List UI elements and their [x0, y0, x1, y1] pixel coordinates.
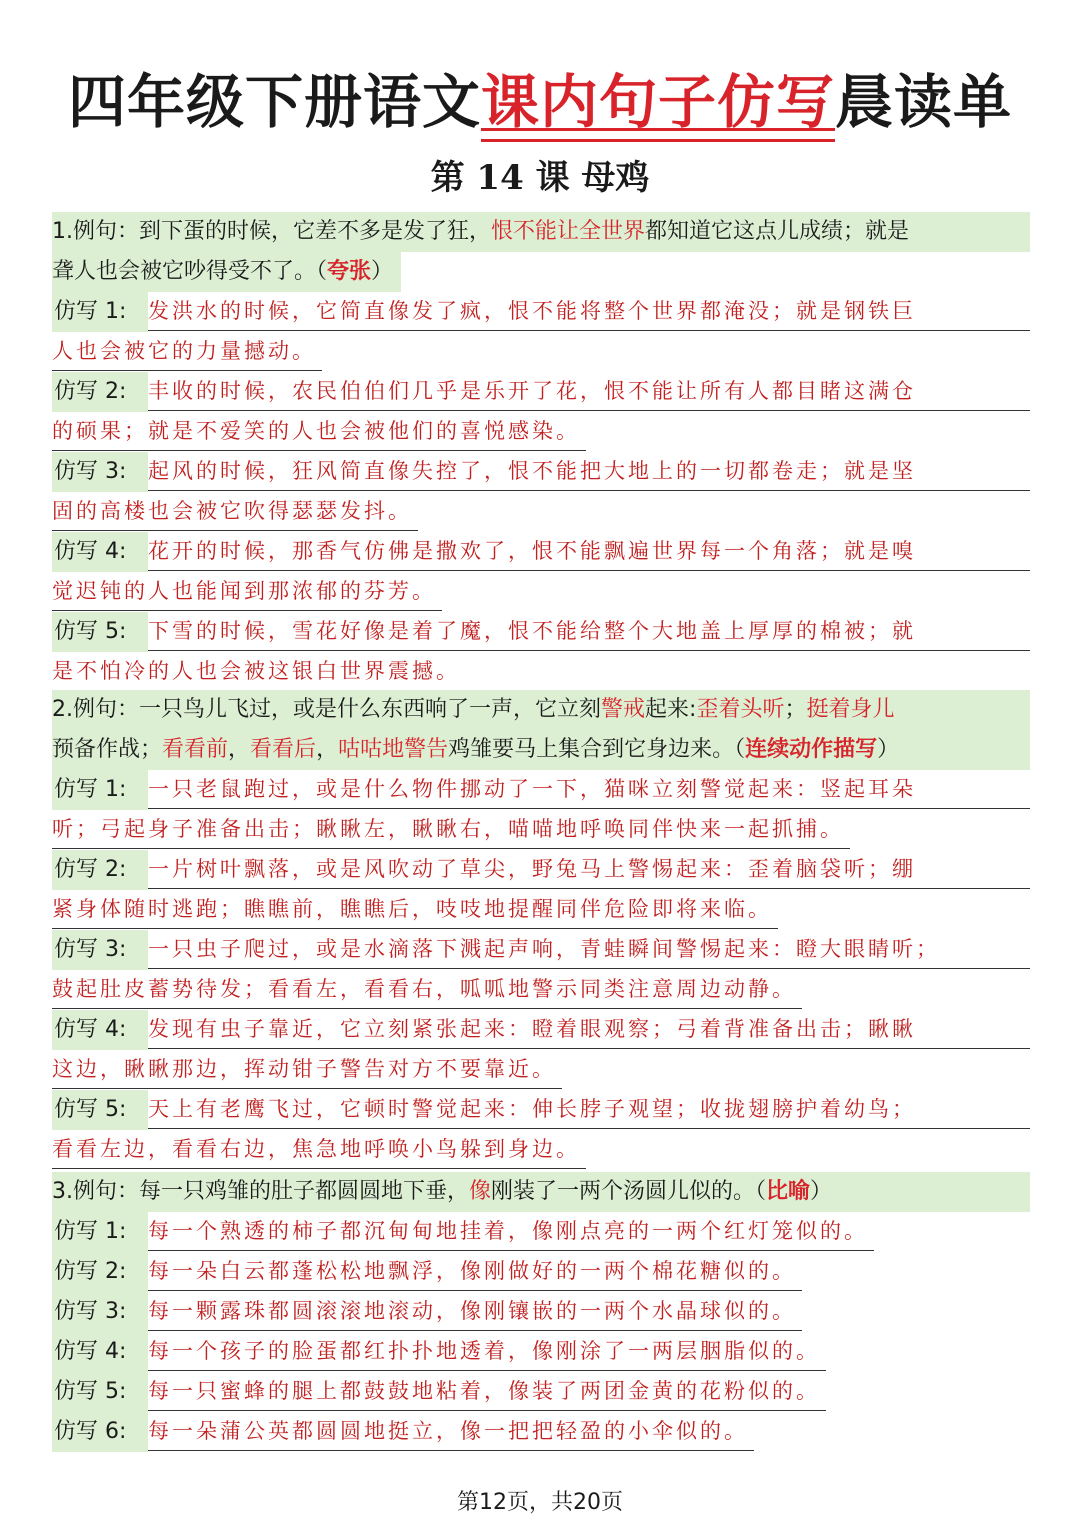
example-line: 预备作战；看看前，看看后，咕咕地警告鸡雏要马上集合到它身边来。（连续动作描写）	[52, 730, 1030, 770]
imitation-continuation: 固的高楼也会被它吹得瑟瑟发抖。	[52, 492, 418, 531]
imitation-item: 仿写 1: 发洪水的时候，它简直像发了疯，恨不能将整个世界都淹没；就是钢铁巨	[52, 292, 1030, 332]
example-line: 1.例句：到下蛋的时候，它差不多是发了狂，恨不能让全世界都知道它这点儿成绩；就是	[52, 212, 1030, 252]
lesson-heading: 第 14 课 母鸡	[430, 158, 650, 198]
imitation-continuation: 看看左边，看看右边，焦急地呼唤小鸟躲到身边。	[52, 1130, 586, 1169]
imitation-item: 仿写 5: 天上有老鹰飞过，它顿时警觉起来：伸长脖子观望；收拢翅膀护着幼鸟；	[52, 1090, 1030, 1130]
imitation-item: 仿写 3: 每一颗露珠都圆滚滚地滚动，像刚镶嵌的一两个水晶球似的。	[52, 1292, 1030, 1332]
imitation-continuation: 的硕果；就是不爱笑的人也会被他们的喜悦感染。	[52, 412, 586, 451]
imitation-item: 仿写 1: 每一个熟透的柿子都沉甸甸地挂着，像刚点亮的一两个红灯笼似的。	[52, 1212, 1030, 1252]
example-line: 3.例句：每一只鸡雏的肚子都圆圆地下垂，像刚装了一两个汤圆儿似的。（比喻）	[52, 1172, 1030, 1212]
imitation-item: 仿写 3: 一只虫子爬过，或是水滴落下溅起声响，青蛙瞬间警惕起来：瞪大眼睛听；	[52, 930, 1030, 970]
imitation-item: 仿写 2: 丰收的时候，农民伯伯们几乎是乐开了花，恨不能让所有人都目睹这满仓	[52, 372, 1030, 412]
imitation-item: 仿写 5: 每一只蜜蜂的腿上都鼓鼓地粘着，像装了两团金黄的花粉似的。	[52, 1372, 1030, 1412]
example-line: 2.例句：一只鸟儿飞过，或是什么东西响了一声，它立刻警戒起来:歪着头听；挺着身儿	[52, 690, 1030, 730]
imitation-continuation: 鼓起肚皮蓄势待发；看看左，看看右，呱呱地警示同类注意周边动静。	[52, 970, 802, 1009]
imitation-item: 仿写 4: 花开的时候，那香气仿佛是撒欢了，恨不能飘遍世界每一个角落；就是嗅	[52, 532, 1030, 572]
section-3	[52, 1172, 1030, 1452]
imitation-continuation: 人也会被它的力量撼动。	[52, 332, 322, 371]
title-part1: 四年级下册语文	[67, 68, 481, 136]
imitation-item: 仿写 6: 每一朵蒲公英都圆圆地挺立，像一把把轻盈的小伞似的。	[52, 1412, 1030, 1452]
imitation-continuation: 是不怕冷的人也会被这银白世界震撼。	[52, 652, 466, 691]
imitation-item: 仿写 3: 起风的时候，狂风简直像失控了，恨不能把大地上的一切都卷走；就是坚	[52, 452, 1030, 492]
imitation-continuation: 听；弓起身子准备出击；瞅瞅左，瞅瞅右，喵喵地呼唤同伴快来一起抓捕。	[52, 810, 850, 849]
imitation-continuation: 紧身体随时逃跑；瞧瞧前，瞧瞧后，吱吱地提醒同伴危险即将来临。	[52, 890, 778, 929]
imitation-item: 仿写 4: 发现有虫子靠近，它立刻紧张起来：瞪着眼观察；弓着背准备出击；瞅瞅	[52, 1010, 1030, 1050]
imitation-item: 仿写 5: 下雪的时候，雪花好像是着了魔，恨不能给整个大地盖上厚厚的棉被；就	[52, 612, 1030, 652]
section-2	[52, 690, 1030, 1170]
page-number: 第12页，共20页	[457, 1490, 623, 1515]
page-title	[0, 62, 1080, 142]
imitation-item: 仿写 1: 一只老鼠跑过，或是什么物件挪动了一下，猫咪立刻警觉起来：竖起耳朵	[52, 770, 1030, 810]
imitation-continuation: 这边，瞅瞅那边，挥动钳子警告对方不要靠近。	[52, 1050, 562, 1089]
title-part2: 晨读单	[835, 68, 1013, 136]
imitation-item: 仿写 4: 每一个孩子的脸蛋都红扑扑地透着，像刚涂了一两层胭脂似的。	[52, 1332, 1030, 1372]
title-highlight: 课内句子仿写	[480, 68, 835, 136]
imitation-item: 仿写 2: 一片树叶飘落，或是风吹动了草尖，野兔马上警惕起来：歪着脑袋听；绷	[52, 850, 1030, 890]
section-1	[52, 212, 1030, 692]
example-line: 聋人也会被它吵得受不了。（夸张）	[52, 252, 401, 292]
imitation-continuation: 觉迟钝的人也能闻到那浓郁的芬芳。	[52, 572, 442, 611]
imitation-item: 仿写 2: 每一朵白云都蓬松松地飘浮，像刚做好的一两个棉花糖似的。	[52, 1252, 1030, 1292]
